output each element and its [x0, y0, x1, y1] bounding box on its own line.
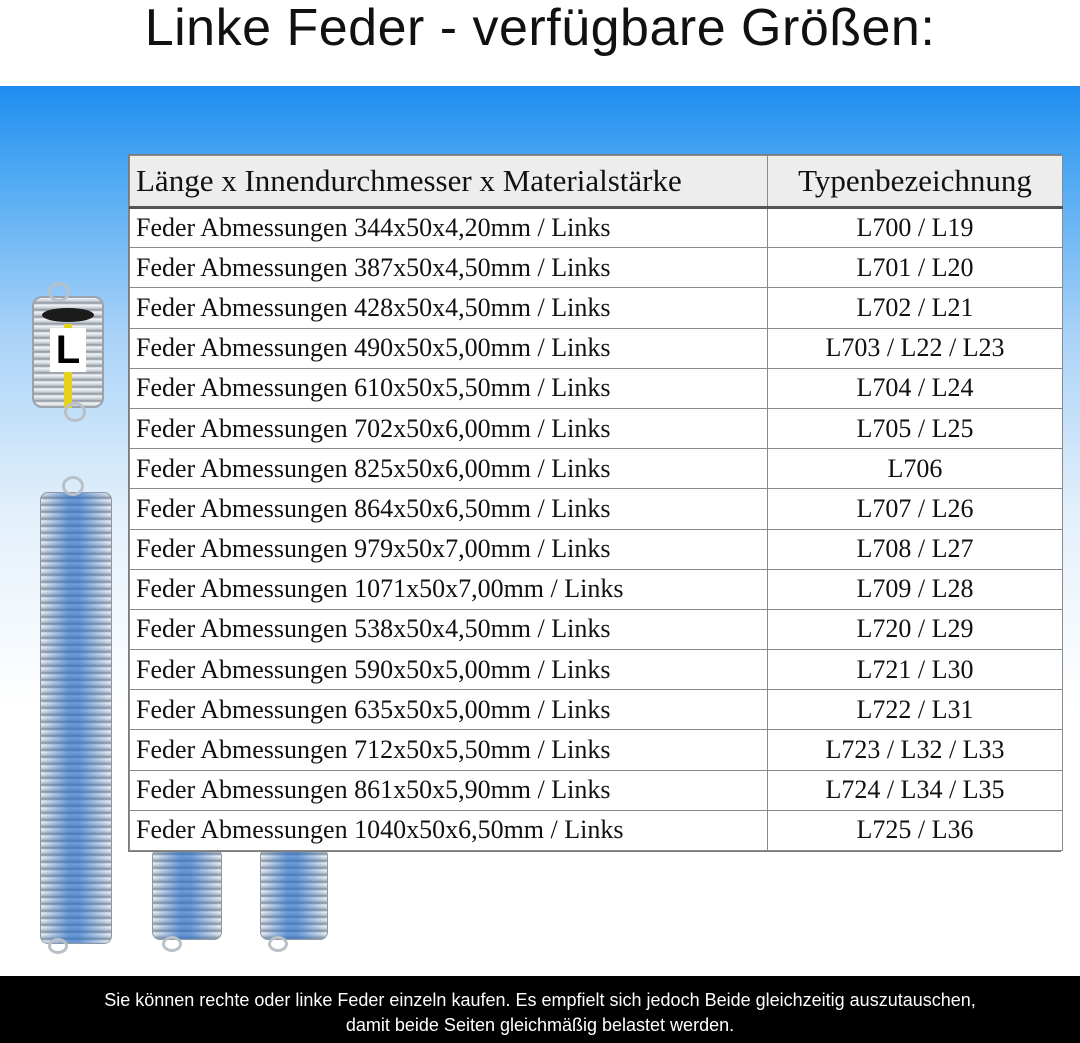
table-row: [130, 609, 1063, 649]
spring-hook-bottom: [48, 938, 68, 954]
cell-dimensions: Feder Abmessungen 490x50x5,00mm / Links: [130, 328, 768, 368]
table-header-row: [130, 156, 1063, 208]
table-row: [130, 770, 1063, 810]
header-dimensions: Länge x Innendurchmesser x Materialstärke: [130, 156, 768, 208]
long-spring-image: [152, 848, 222, 940]
table-row: [130, 650, 1063, 690]
table-row: [130, 489, 1063, 529]
table-row: [130, 408, 1063, 448]
cell-type: L707 / L26: [768, 489, 1063, 529]
table-row: [130, 730, 1063, 770]
spring-hook-top: [48, 282, 70, 302]
sizes-table-grid: [129, 155, 1063, 851]
table-row: [130, 690, 1063, 730]
cell-dimensions: Feder Abmessungen 428x50x4,50mm / Links: [130, 288, 768, 328]
table-row: [130, 449, 1063, 489]
cell-dimensions: Feder Abmessungen 538x50x4,50mm / Links: [130, 609, 768, 649]
long-spring-image: [40, 492, 112, 944]
sizes-table: [128, 154, 1061, 852]
cell-dimensions: Feder Abmessungen 610x50x5,50mm / Links: [130, 368, 768, 408]
page-title: Linke Feder - verfügbare Größen:: [144, 0, 936, 57]
cell-dimensions: Feder Abmessungen 861x50x5,90mm / Links: [130, 770, 768, 810]
table-row: [130, 248, 1063, 288]
spring-hook-bottom: [268, 936, 288, 952]
cell-type: L703 / L22 / L23: [768, 328, 1063, 368]
header-type: Typenbezeichnung: [768, 156, 1063, 208]
cell-type: L725 / L36: [768, 810, 1063, 850]
cell-type: L706: [768, 449, 1063, 489]
cell-dimensions: Feder Abmessungen 712x50x5,50mm / Links: [130, 730, 768, 770]
table-row: [130, 328, 1063, 368]
cell-dimensions: Feder Abmessungen 387x50x4,50mm / Links: [130, 248, 768, 288]
cell-type: L723 / L32 / L33: [768, 730, 1063, 770]
cell-type: L708 / L27: [768, 529, 1063, 569]
table-row: [130, 810, 1063, 850]
cell-dimensions: Feder Abmessungen 864x50x6,50mm / Links: [130, 489, 768, 529]
footer-line-2: damit beide Seiten gleichmäßig belastet werden.: [345, 1015, 735, 1035]
cell-dimensions: Feder Abmessungen 979x50x7,00mm / Links: [130, 529, 768, 569]
spring-hook-top: [62, 476, 84, 496]
cell-type: L704 / L24: [768, 368, 1063, 408]
table-row: [130, 208, 1063, 248]
table-row: [130, 529, 1063, 569]
cell-type: L721 / L30: [768, 650, 1063, 690]
cell-type: L722 / L31: [768, 690, 1063, 730]
cell-type: L700 / L19: [768, 208, 1063, 248]
table-row: [130, 569, 1063, 609]
spring-hook-bottom: [162, 936, 182, 952]
footer-line-1: Sie können rechte oder linke Feder einzeln kaufen. Es empfielt sich jedoch Beide gleichzeitig auszutauschen,: [104, 990, 976, 1010]
left-label: L: [50, 328, 86, 372]
table-row: [130, 368, 1063, 408]
long-spring-image: [260, 848, 328, 940]
cell-type: L724 / L34 / L35: [768, 770, 1063, 810]
table-row: [130, 288, 1063, 328]
cell-dimensions: Feder Abmessungen 590x50x5,00mm / Links: [130, 650, 768, 690]
cell-dimensions: Feder Abmessungen 1071x50x7,00mm / Links: [130, 569, 768, 609]
cell-dimensions: Feder Abmessungen 635x50x5,00mm / Links: [130, 690, 768, 730]
cell-dimensions: Feder Abmessungen 344x50x4,20mm / Links: [130, 208, 768, 248]
spring-hook-bottom: [64, 402, 86, 422]
cell-dimensions: Feder Abmessungen 825x50x6,00mm / Links: [130, 449, 768, 489]
cell-type: L702 / L21: [768, 288, 1063, 328]
cell-type: L720 / L29: [768, 609, 1063, 649]
cell-type: L701 / L20: [768, 248, 1063, 288]
footer-notice: [0, 976, 1080, 1043]
cell-dimensions: Feder Abmessungen 1040x50x6,50mm / Links: [130, 810, 768, 850]
cell-type: L709 / L28: [768, 569, 1063, 609]
title-band: [0, 0, 1080, 86]
left-spring-short-image: [32, 296, 104, 408]
cell-dimensions: Feder Abmessungen 702x50x6,00mm / Links: [130, 408, 768, 448]
spring-core: [42, 308, 94, 322]
cell-type: L705 / L25: [768, 408, 1063, 448]
